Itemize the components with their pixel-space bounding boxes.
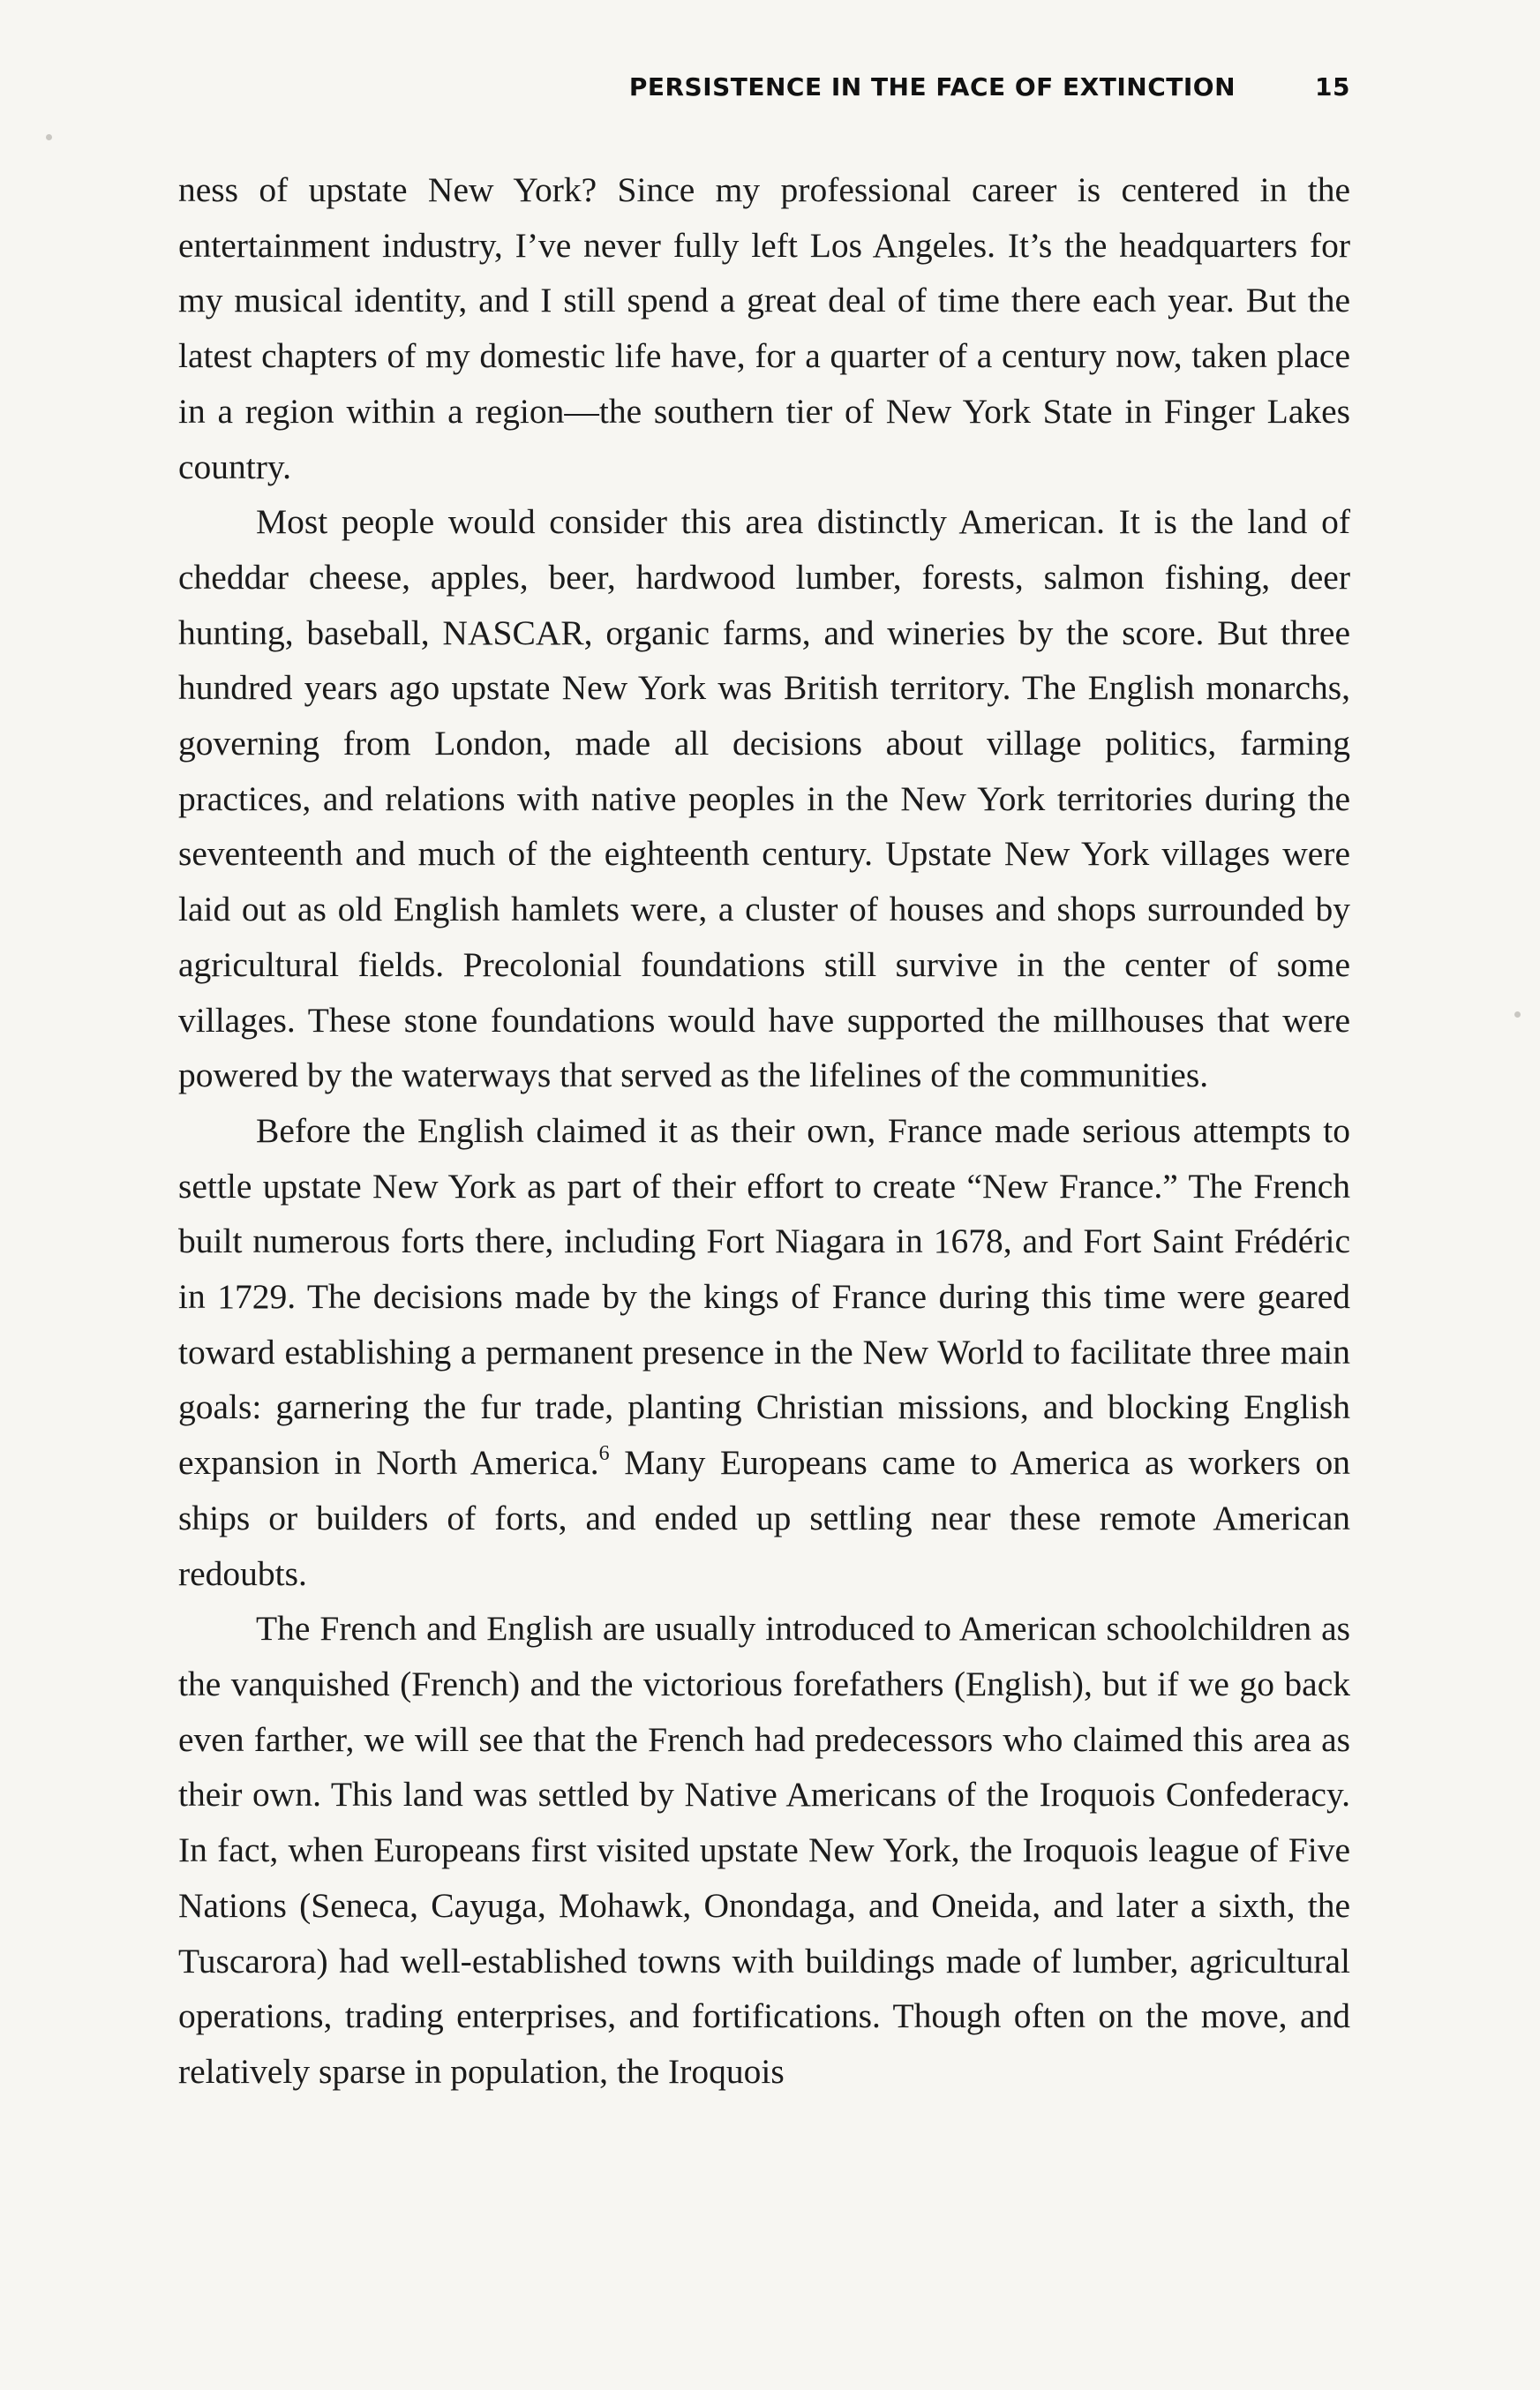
body-text bbox=[178, 162, 1350, 2100]
paragraph-1: ness of upstate New York? Since my professional career is centered in the entertainment industry, I’ve never fully left Los Angeles. It’s the headquarters for my musical identity, and I still spend a great deal of time there each year. But the latest chapters of my domestic life have, for a quarter of a century now, taken place in a region within a region—the southern tier of New York State in Finger Lakes country. bbox=[178, 170, 1350, 486]
scan-speck bbox=[46, 134, 52, 140]
paragraph-3-text-after: Many Europeans came to America as workers on ships or builders of forts, and ended up settling near these remote American redoubts. bbox=[178, 1443, 1350, 1593]
paragraph-3 bbox=[178, 1103, 1350, 1601]
page-number: 15 bbox=[1315, 71, 1350, 101]
running-head bbox=[177, 67, 1350, 106]
paragraph-3-text: Before the English claimed it as their own, France made serious attempts to settle upstate New York as part of their effort to create “New France.” The French built numerous forts there, including Fort Niagara in 1678, and Fort Saint Frédéric in 1729. The decisions made by the kings of France during this time were geared toward establishing a permanent presence in the New World to facilitate three main goals: garnering the fur trade, planting Christian missions, and blocking English expansion in North America. bbox=[178, 1110, 1350, 1483]
scan-speck bbox=[1514, 1011, 1521, 1018]
paragraph-2: Most people would consider this area distinctly American. It is the land of cheddar cheese, apples, beer, hardwood lumber, forests, salmon fishing, deer hunting, baseball, NASCAR, organic farms, and wineries by the score. But three hundred years ago upstate New York was British territory. The English monarchs, governing from London, made all decisions about village politics, farming practices, and relations with native peoples in the New York territories during the seventeenth and much of the eighteenth century. Upstate New York villages were laid out as old English hamlets were, a cluster of houses and shops surrounded by agricultural fields. Precolonial foundations still survive in the center of some villages. These stone foundations would have supported the millhouses that were powered by the waterways that served as the lifelines of the communities. bbox=[178, 502, 1350, 1095]
footnote-marker: 6 bbox=[598, 1442, 610, 1466]
running-title: PERSISTENCE IN THE FACE OF EXTINCTION bbox=[628, 71, 1236, 101]
paragraph-4: The French and English are usually introduced to American schoolchildren as the vanquished (French) and the victorious forefathers (English), but if we go back even farther, we will see that the French had predecessors who claimed this area as their own. This land was settled by Native Americans of the Iroquois Confederacy. In fact, when Europeans first visited upstate New York, the Iroquois league of Five Nations (Seneca, Cayuga, Mohawk, Onondaga, and Oneida, and later a sixth, the Tuscarora) had well-established towns with buildings made of lumber, agricultural operations, trading enterprises, and fortifications. Though often on the move, and relatively sparse in population, the Iroquois bbox=[178, 1609, 1350, 2091]
